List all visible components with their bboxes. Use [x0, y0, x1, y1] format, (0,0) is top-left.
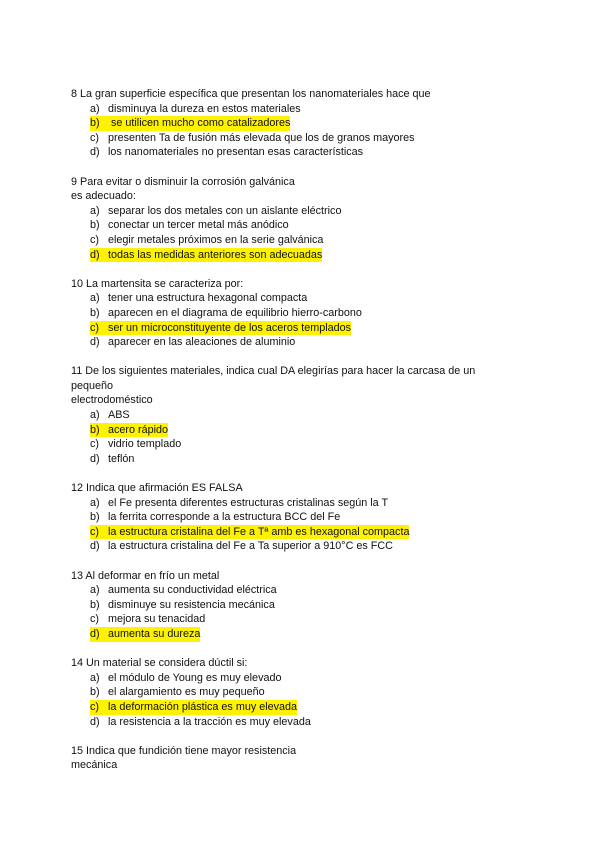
option-letter: a) — [90, 496, 100, 509]
answer-option — [71, 598, 531, 613]
option-text: el alargamiento es muy pequeño — [108, 686, 265, 699]
option-text: aparecen en el diagrama de equilibrio hierro-carbono — [108, 306, 362, 319]
question-text: 14 Un material se considera dúctil si: — [71, 657, 248, 670]
spacer — [71, 350, 531, 365]
answer-option — [71, 291, 531, 306]
answer-option — [71, 321, 531, 336]
option-text: tener una estructura hexagonal compacta — [108, 292, 308, 305]
answer-options — [71, 291, 531, 349]
answer-option — [71, 248, 531, 263]
option-letter: d) — [90, 336, 100, 349]
option-text: los nanomateriales no presentan esas características — [108, 146, 364, 159]
option-letter: a) — [90, 409, 100, 422]
option-letter: b) — [90, 219, 100, 232]
answer-option — [71, 437, 531, 452]
spacer — [71, 160, 531, 175]
answer-option — [71, 685, 531, 700]
answer-option — [71, 102, 531, 117]
option-letter: c) — [90, 438, 99, 451]
answer-option — [71, 700, 531, 715]
option-text: la resistencia a la tracción es muy elevada — [108, 715, 311, 728]
answer-options — [71, 671, 531, 729]
answer-option — [71, 218, 531, 233]
question-text: es adecuado: — [71, 190, 136, 203]
option-letter: a) — [90, 102, 100, 115]
option-letter: a) — [90, 671, 100, 684]
question-block — [71, 277, 531, 350]
answer-option — [71, 510, 531, 525]
answer-options — [71, 583, 531, 641]
question-block — [71, 569, 531, 642]
option-letter: b) — [90, 598, 100, 611]
option-text: mejora su tenacidad — [108, 613, 206, 626]
option-text: la ferrita corresponde a la estructura BCC del Fe — [108, 511, 341, 524]
answer-option — [71, 306, 531, 321]
answer-option — [71, 539, 531, 554]
option-letter: d) — [90, 452, 100, 465]
spacer — [71, 729, 531, 744]
option-text: aumenta su conductividad eléctrica — [108, 584, 277, 597]
highlighted-answer: se utilicen mucho como catalizadores — [108, 117, 291, 130]
option-text: vidrio templado — [108, 438, 182, 451]
option-text: teflón — [108, 452, 135, 465]
option-letter: b) — [90, 511, 100, 524]
option-text: el módulo de Young es muy elevado — [108, 671, 282, 684]
answer-option — [71, 583, 531, 598]
option-letter: a) — [90, 584, 100, 597]
question-block — [71, 481, 531, 554]
option-text: conectar un tercer metal más anódico — [108, 219, 289, 232]
highlighted-answer: ser un microconstituyente de los aceros templados — [108, 321, 352, 334]
option-letter: c) — [90, 131, 99, 144]
answer-options — [71, 408, 531, 466]
document-body — [71, 87, 531, 773]
answer-option — [71, 715, 531, 730]
question-block — [71, 744, 531, 773]
answer-option — [71, 452, 531, 467]
option-text: elegir metales próximos en la serie galvánica — [108, 233, 324, 246]
answer-options — [71, 102, 531, 160]
answer-option — [71, 408, 531, 423]
option-letter: c) — [90, 321, 108, 336]
option-letter: a) — [90, 204, 100, 217]
question-text: 15 Indica que fundición tiene mayor resistencia — [71, 744, 297, 757]
answer-option — [71, 335, 531, 350]
option-letter: b) — [90, 686, 100, 699]
spacer — [71, 642, 531, 657]
question-block — [71, 87, 531, 160]
answer-option — [71, 671, 531, 686]
option-letter: d) — [90, 248, 108, 263]
option-text: ABS — [108, 409, 130, 422]
option-text: disminuye su resistencia mecánica — [108, 598, 275, 611]
answer-option — [71, 525, 531, 540]
highlighted-answer: todas las medidas anteriores son adecuadas — [108, 248, 323, 261]
question-text: pequeño — [71, 379, 114, 392]
option-text: el Fe presenta diferentes estructuras cristalinas según la T — [108, 496, 389, 509]
question-text: 12 Indica que afirmación ES FALSA — [71, 482, 243, 495]
option-letter: c) — [90, 613, 99, 626]
question-block — [71, 175, 531, 263]
answer-options — [71, 496, 531, 554]
option-text: disminuya la dureza en estos materiales — [108, 102, 301, 115]
option-letter: a) — [90, 292, 100, 305]
highlighted-answer: aumenta su dureza — [108, 627, 201, 640]
answer-option — [71, 131, 531, 146]
option-text: aparecer en las aleaciones de aluminio — [108, 336, 296, 349]
answer-option — [71, 233, 531, 248]
question-text: 13 Al deformar en frío un metal — [71, 569, 220, 582]
question-text: electrodoméstico — [71, 394, 153, 407]
spacer — [71, 262, 531, 277]
answer-option — [71, 204, 531, 219]
spacer — [71, 554, 531, 569]
answer-option — [71, 423, 531, 438]
highlighted-answer: acero rápido — [108, 423, 169, 436]
option-letter: d) — [90, 540, 100, 553]
question-text: 10 La martensita se caracteriza por: — [71, 277, 244, 290]
option-text: presenten Ta de fusión más elevada que los de granos mayores — [108, 131, 415, 144]
option-letter: c) — [90, 525, 108, 540]
question-text: 9 Para evitar o disminuir la corrosión galvánica — [71, 175, 295, 188]
answer-option — [71, 612, 531, 627]
option-letter: d) — [90, 627, 108, 642]
answer-option — [71, 627, 531, 642]
option-letter: c) — [90, 700, 108, 715]
answer-options — [71, 204, 531, 262]
question-block — [71, 656, 531, 729]
highlighted-answer: la deformación plástica es muy elevada — [108, 700, 298, 713]
option-letter: d) — [90, 715, 100, 728]
option-letter: b) — [90, 306, 100, 319]
option-text: separar los dos metales con un aislante eléctrico — [108, 204, 342, 217]
question-text: mecánica — [71, 759, 118, 772]
answer-option — [71, 496, 531, 511]
question-block — [71, 364, 531, 466]
option-letter: b) — [90, 116, 108, 131]
option-text: la estructura cristalina del Fe a Ta superior a 910°C es FCC — [108, 540, 393, 553]
highlighted-answer: la estructura cristalina del Fe a Tª amb es hexagonal compacta — [108, 525, 410, 538]
question-text: 11 De los siguientes materiales, indica cual DA elegirías para hacer la carcasa de un — [71, 365, 476, 378]
option-letter: b) — [90, 423, 108, 438]
option-letter: c) — [90, 233, 99, 246]
spacer — [71, 466, 531, 481]
question-text: 8 La gran superficie específica que presentan los nanomateriales hace que — [71, 88, 431, 100]
option-letter: d) — [90, 146, 100, 159]
answer-option — [71, 116, 531, 131]
answer-option — [71, 145, 531, 160]
